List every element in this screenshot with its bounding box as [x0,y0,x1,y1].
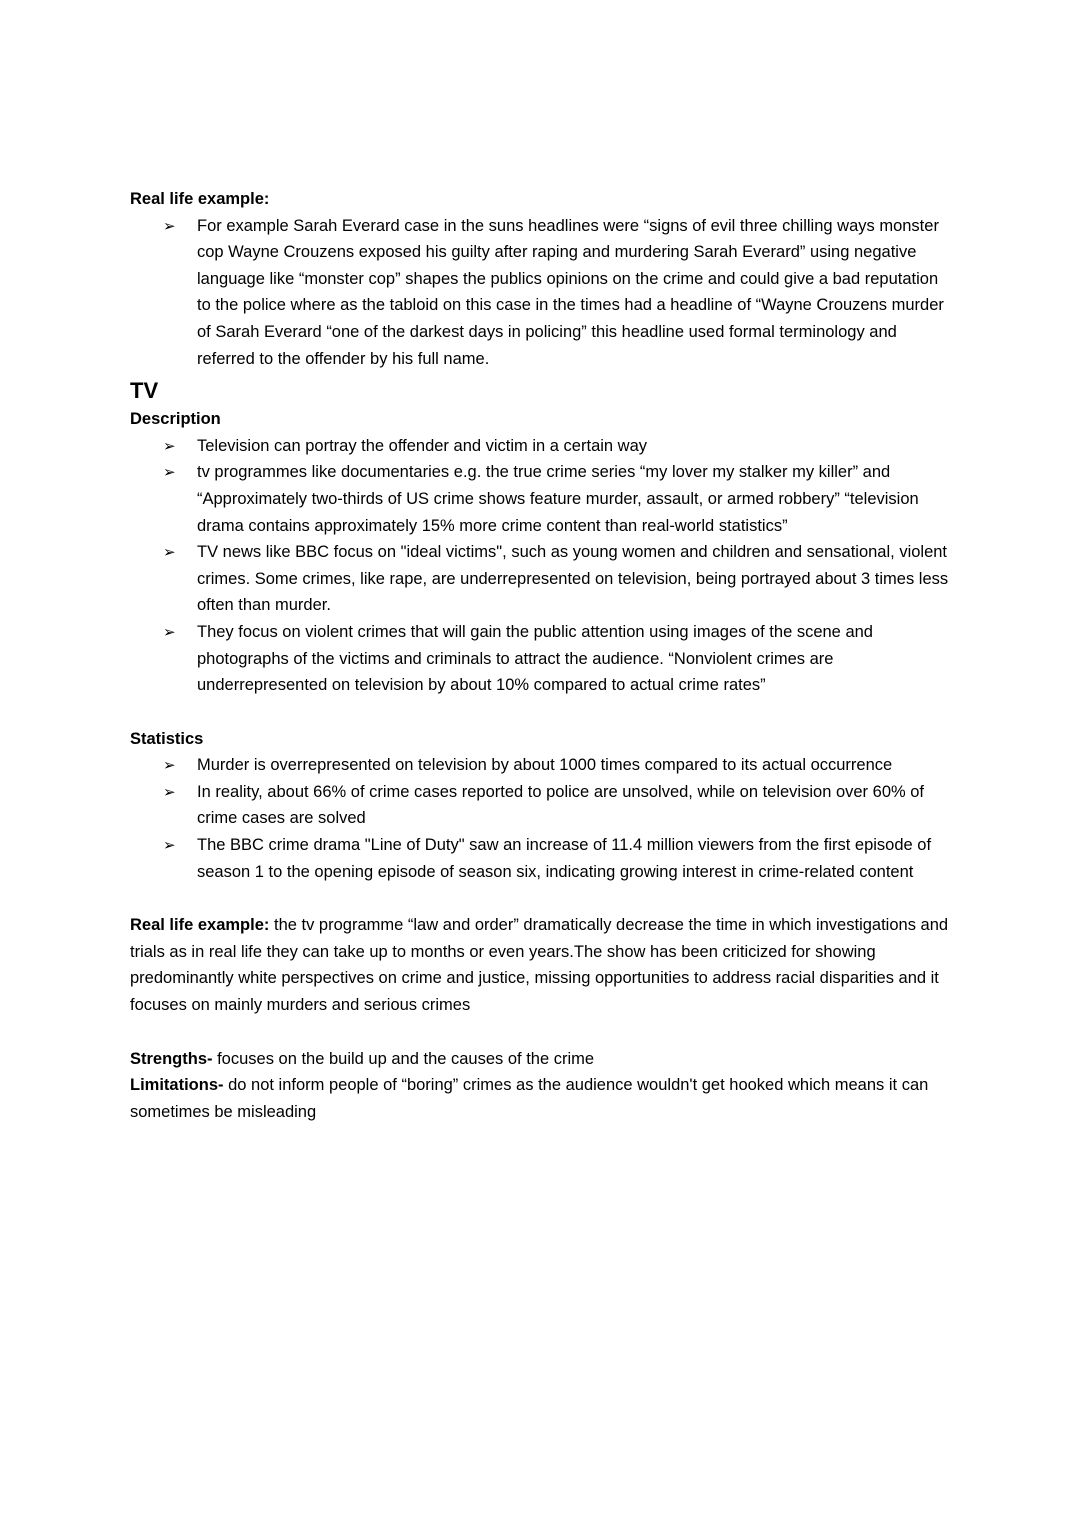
arrow-bullet-icon: ➢ [163,837,176,855]
real-life-example-paragraph [130,912,952,1018]
description-list [130,433,952,699]
list-item-text: tv programmes like documentaries e.g. the true crime series “my lover my stalker my killer” and “Approximately two-thirds of US crime shows feature murder, assault, or armed robbery” “television drama contains approximately 15% more crime content than real-world statistics” [197,463,919,535]
arrow-bullet-icon: ➢ [163,544,176,562]
strengths-text: focuses on the build up and the causes of the crime [212,1049,595,1068]
limitations-lead: Limitations- [130,1076,224,1095]
arrow-bullet-icon: ➢ [163,437,176,455]
arrow-bullet-icon: ➢ [163,623,176,641]
statistics-heading: Statistics [130,729,204,748]
strengths-line [130,1046,952,1073]
list-item [130,779,952,832]
list-item-text: Television can portray the offender and victim in a certain way [197,436,648,455]
arrow-bullet-icon: ➢ [163,757,176,775]
list-item-text: Murder is overrepresented on television by about 1000 times compared to its actual occurrence [197,756,893,775]
list-item-text: For example Sarah Everard case in the suns headlines were “signs of evil three chilling ways monster cop Wayne Crouzens exposed his guilty after raping and murdering Sarah Everard” using negative language like “monster cop” shapes the publics opinions on the crime and could give a bad reputation to the police where as the tabloid on this case in the times had a headline of “Wayne Crouzens murder of Sarah Everard “one of the darkest days in policing” this headline used formal terminology and referred to the offender by his full name. [197,216,944,368]
list-item [130,459,952,539]
strengths-lead: Strengths- [130,1049,213,1068]
list-item [130,619,952,699]
real-life-example-text: the tv programme “law and order” dramatically decrease the time in which investigations and trials as in real life they can take up to months or even years.The show has been criticized for showing predominantly white perspectives on crime and justice, missing opportunities to address racial disparities and it focuses on mainly murders and serious crimes [130,916,949,1015]
limitations-line [130,1072,952,1125]
document-content [130,186,952,1125]
statistics-list [130,752,952,885]
list-item [130,752,952,779]
list-item-text: The BBC crime drama "Line of Duty" saw an increase of 11.4 million viewers from the first episode of season 1 to the opening episode of season six, indicating growing interest in crime-related content [197,836,932,881]
heading-real-life-example: Real life example: [130,190,270,208]
real-life-example-list [130,213,952,373]
tv-heading: TV [130,378,159,404]
list-item [130,832,952,885]
arrow-bullet-icon: ➢ [163,464,176,482]
list-item [130,539,952,619]
list-item-text: TV news like BBC focus on "ideal victims", such as young women and children and sensational, violent crimes. Some crimes, like rape, are underrepresented on television, being portrayed about 3 times less often than murder. [197,543,949,615]
arrow-bullet-icon: ➢ [163,783,176,801]
arrow-bullet-icon: ➢ [163,217,176,235]
limitations-text: do not inform people of “boring” crimes as the audience wouldn't get hooked which means it can sometimes be misleading [130,1076,929,1121]
list-item-text: In reality, about 66% of crime cases reported to police are unsolved, while on television over 60% of crime cases are solved [197,782,925,828]
list-item-text: They focus on violent crimes that will gain the public attention using images of the scene and photographs of the victims and criminals to attract the audience. “Nonviolent crimes are underrepresented on television by about 10% compared to actual crime rates” [197,622,873,695]
list-item [130,433,952,460]
description-heading: Description [130,410,221,429]
list-item [130,213,952,373]
real-life-example-lead: Real life example: [130,916,270,935]
